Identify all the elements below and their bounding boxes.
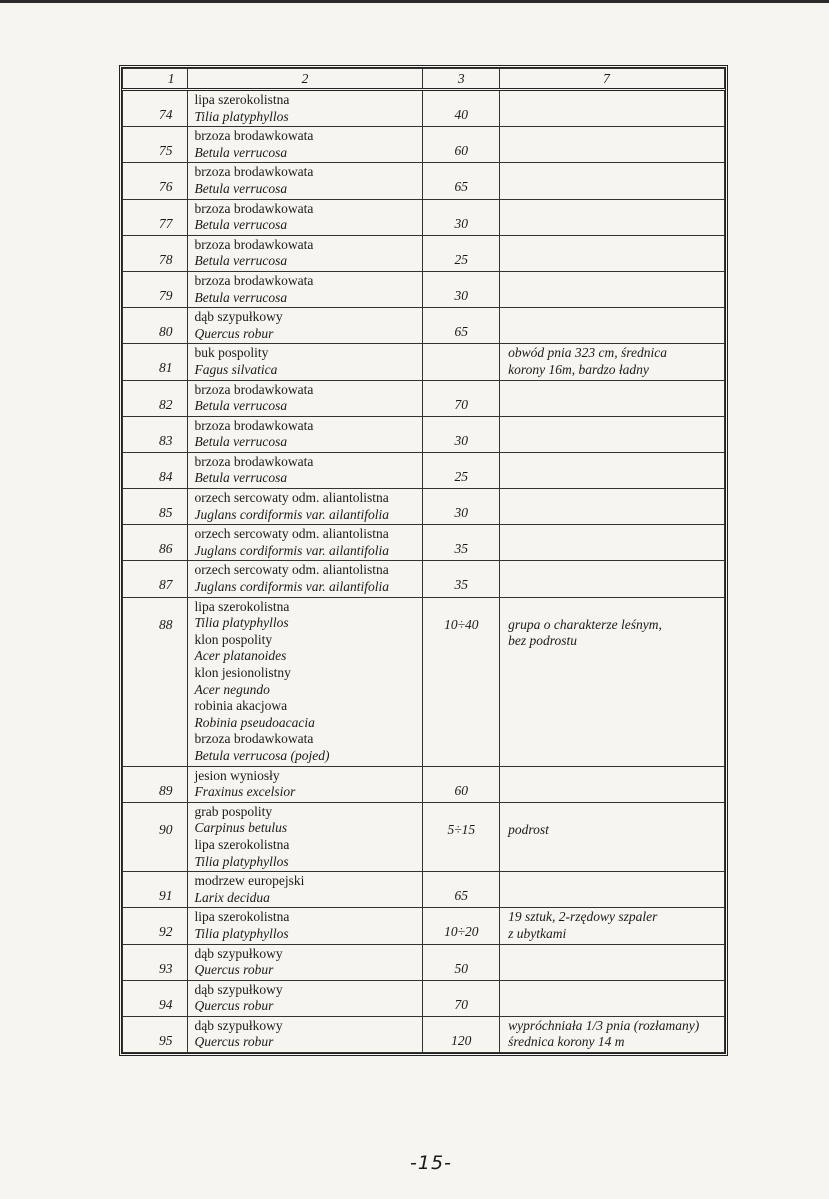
latin-name: Larix decidua: [194, 889, 270, 905]
latin-name: Quercus robur: [194, 325, 274, 341]
remark-line: podrost: [508, 821, 549, 837]
remarks: [500, 452, 725, 488]
table-row: [123, 127, 725, 163]
trunk-diameter: 40: [423, 90, 500, 127]
species-names: [187, 127, 423, 163]
table-row: [123, 766, 725, 802]
species-names: [187, 235, 423, 271]
species-names: [187, 766, 423, 802]
trunk-diameter: 35: [423, 561, 500, 597]
latin-name: Betula verrucosa: [194, 434, 288, 450]
latin-name: Quercus robur: [194, 1034, 274, 1050]
table-row: [123, 308, 725, 344]
remarks: [500, 90, 725, 127]
polish-name: orzech sercowaty odm. aliantolistna: [194, 562, 389, 578]
trunk-diameter: 70: [423, 380, 500, 416]
polish-name: brzoza brodawkowata: [194, 128, 314, 144]
latin-name: Acer negundo: [194, 681, 270, 697]
remarks: [500, 416, 725, 452]
remark-line: obwód pnia 323 cm, średnica: [508, 345, 667, 361]
polish-name: dąb szypułkowy: [194, 1017, 283, 1033]
latin-name: Betula verrucosa: [194, 144, 288, 160]
latin-name: Juglans cordiformis var. ailantifolia: [194, 579, 390, 595]
latin-name: Betula verrucosa: [194, 398, 288, 414]
species-names: [187, 597, 423, 766]
remarks: [500, 908, 725, 944]
remarks: [500, 1016, 725, 1052]
trunk-diameter: 120: [423, 1016, 500, 1052]
trunk-diameter: 5÷15: [423, 802, 500, 871]
polish-name: orzech sercowaty odm. aliantolistna: [194, 490, 389, 506]
polish-name: buk pospolity: [194, 345, 269, 361]
species-names: [187, 90, 423, 127]
header-col-7: 7: [500, 69, 725, 90]
species-names: [187, 308, 423, 344]
tree-number: 90: [123, 802, 188, 871]
latin-name: Betula verrucosa: [194, 180, 288, 196]
remarks: [500, 489, 725, 525]
polish-name: orzech sercowaty odm. aliantolistna: [194, 526, 389, 542]
table-row: [123, 908, 725, 944]
trunk-diameter: [423, 344, 500, 380]
remark-line: grupa o charakterze leśnym,: [508, 616, 662, 632]
tree-number: 78: [123, 235, 188, 271]
table-row: [123, 489, 725, 525]
latin-name: Fagus silvatica: [194, 361, 278, 377]
table-row: [123, 1016, 725, 1052]
remark-line: korony 16m, bardzo ładny: [508, 361, 649, 377]
polish-name: brzoza brodawkowata: [194, 236, 314, 252]
tree-number: 77: [123, 199, 188, 235]
polish-name: grab pospolity: [194, 803, 273, 819]
table-header-row: [123, 69, 725, 90]
remark-line: z ubytkami: [508, 925, 567, 941]
polish-name: brzoza brodawkowata: [194, 200, 314, 216]
species-names: [187, 344, 423, 380]
trunk-diameter: 30: [423, 416, 500, 452]
tree-number: 91: [123, 872, 188, 908]
latin-name: Quercus robur: [194, 962, 274, 978]
species-names: [187, 416, 423, 452]
table-row: [123, 416, 725, 452]
latin-name: Betula verrucosa: [194, 217, 288, 233]
table-row: [123, 944, 725, 980]
table-row: [123, 271, 725, 307]
tree-number: 92: [123, 908, 188, 944]
species-names: [187, 525, 423, 561]
remark-line: średnica korony 14 m: [508, 1034, 625, 1050]
tree-number: 79: [123, 271, 188, 307]
polish-name: jesion wyniosły: [194, 767, 280, 783]
latin-name: Tilia platyphyllos: [194, 925, 289, 941]
remark-line: 19 sztuk, 2-rzędowy szpaler: [508, 909, 658, 925]
species-names: [187, 489, 423, 525]
remark-line: wypróchniała 1/3 pnia (rozłamany): [508, 1017, 700, 1033]
remarks: [500, 127, 725, 163]
species-names: [187, 199, 423, 235]
page-number: -15-: [410, 1152, 452, 1174]
trunk-diameter: 30: [423, 489, 500, 525]
remarks: [500, 597, 725, 766]
species-names: [187, 271, 423, 307]
tree-number: 83: [123, 416, 188, 452]
polish-name: brzoza brodawkowata: [194, 453, 314, 469]
tree-number: 85: [123, 489, 188, 525]
trunk-diameter: 50: [423, 944, 500, 980]
remarks: [500, 944, 725, 980]
tree-number: 82: [123, 380, 188, 416]
trunk-diameter: 65: [423, 308, 500, 344]
trunk-diameter: 60: [423, 127, 500, 163]
remarks: [500, 872, 725, 908]
remarks: [500, 199, 725, 235]
latin-name: Juglans cordiformis var. ailantifolia: [194, 506, 390, 522]
header-col-3: 3: [423, 69, 500, 90]
latin-name: Juglans cordiformis var. ailantifolia: [194, 542, 390, 558]
table-row: [123, 597, 725, 766]
trunk-diameter: 30: [423, 199, 500, 235]
polish-name: lipa szerokolistna: [194, 909, 290, 925]
tree-number: 84: [123, 452, 188, 488]
remark-line: bez podrostu: [508, 633, 577, 649]
table-row: [123, 561, 725, 597]
tree-number: 86: [123, 525, 188, 561]
polish-name: lipa szerokolistna: [194, 598, 290, 614]
trunk-diameter: 10÷40: [423, 597, 500, 766]
latin-name: Tilia platyphyllos: [194, 108, 289, 124]
remarks: [500, 308, 725, 344]
table-row: [123, 525, 725, 561]
latin-name: Betula verrucosa: [194, 253, 288, 269]
tree-number: 81: [123, 344, 188, 380]
polish-name: brzoza brodawkowata: [194, 164, 314, 180]
polish-name: modrzew europejski: [194, 873, 305, 889]
remarks: [500, 766, 725, 802]
species-names: [187, 1016, 423, 1052]
remarks: [500, 344, 725, 380]
species-names: [187, 380, 423, 416]
species-names: [187, 944, 423, 980]
tree-number: 88: [123, 597, 188, 766]
tree-number: 93: [123, 944, 188, 980]
tree-number: 95: [123, 1016, 188, 1052]
polish-name: brzoza brodawkowata: [194, 272, 314, 288]
polish-name: klon jesionolistny: [194, 665, 291, 680]
tree-number: 87: [123, 561, 188, 597]
remarks: [500, 380, 725, 416]
remarks: [500, 271, 725, 307]
table-row: [123, 452, 725, 488]
latin-name: Betula verrucosa: [194, 470, 288, 486]
table-row: [123, 872, 725, 908]
polish-name: brzoza brodawkowata: [194, 381, 314, 397]
tree-number: 74: [123, 90, 188, 127]
tree-number: 80: [123, 308, 188, 344]
table-row: [123, 380, 725, 416]
remarks: [500, 802, 725, 871]
polish-name: brzoza brodawkowata: [194, 731, 314, 747]
scan-top-edge: [0, 0, 829, 3]
tree-number: 94: [123, 980, 188, 1016]
table-row: [123, 235, 725, 271]
latin-name: Tilia platyphyllos: [194, 615, 289, 631]
species-names: [187, 561, 423, 597]
species-names: [187, 802, 423, 871]
remarks: [500, 561, 725, 597]
species-names: [187, 980, 423, 1016]
polish-name: lipa szerokolistna: [194, 92, 290, 107]
trunk-diameter: 65: [423, 163, 500, 199]
polish-name: dąb szypułkowy: [194, 309, 283, 325]
tree-inventory-table: [119, 65, 728, 1056]
remarks: [500, 235, 725, 271]
header-col-1: 1: [123, 69, 188, 90]
header-col-2: 2: [187, 69, 423, 90]
trunk-diameter: 25: [423, 235, 500, 271]
trunk-diameter: 70: [423, 980, 500, 1016]
remarks: [500, 163, 725, 199]
species-names: [187, 452, 423, 488]
species-names: [187, 163, 423, 199]
polish-name: klon pospolity: [194, 631, 273, 647]
polish-name: robinia akacjowa: [194, 698, 288, 714]
table-row: [123, 344, 725, 380]
tree-number: 75: [123, 127, 188, 163]
table-row: [123, 90, 725, 127]
latin-name: Betula verrucosa (pojed): [194, 747, 330, 763]
trunk-diameter: 65: [423, 872, 500, 908]
trunk-diameter: 60: [423, 766, 500, 802]
trunk-diameter: 25: [423, 452, 500, 488]
polish-name: brzoza brodawkowata: [194, 417, 314, 433]
latin-name: Fraxinus excelsior: [194, 784, 296, 800]
tree-number: 89: [123, 766, 188, 802]
species-names: [187, 908, 423, 944]
latin-name: Acer platanoides: [194, 648, 287, 664]
trunk-diameter: 35: [423, 525, 500, 561]
trunk-diameter: 10÷20: [423, 908, 500, 944]
latin-name: Quercus robur: [194, 998, 274, 1014]
polish-name: dąb szypułkowy: [194, 981, 283, 997]
polish-name: lipa szerokolistna: [194, 836, 290, 852]
latin-name: Tilia platyphyllos: [194, 853, 289, 869]
latin-name: Robinia pseudoacacia: [194, 714, 315, 730]
table-row: [123, 199, 725, 235]
remarks: [500, 980, 725, 1016]
polish-name: dąb szypułkowy: [194, 945, 283, 961]
trunk-diameter: 30: [423, 271, 500, 307]
table-row: [123, 980, 725, 1016]
tree-number: 76: [123, 163, 188, 199]
species-names: [187, 872, 423, 908]
remarks: [500, 525, 725, 561]
latin-name: Carpinus betulus: [194, 820, 288, 836]
latin-name: Betula verrucosa: [194, 289, 288, 305]
table-row: [123, 802, 725, 871]
table-row: [123, 163, 725, 199]
